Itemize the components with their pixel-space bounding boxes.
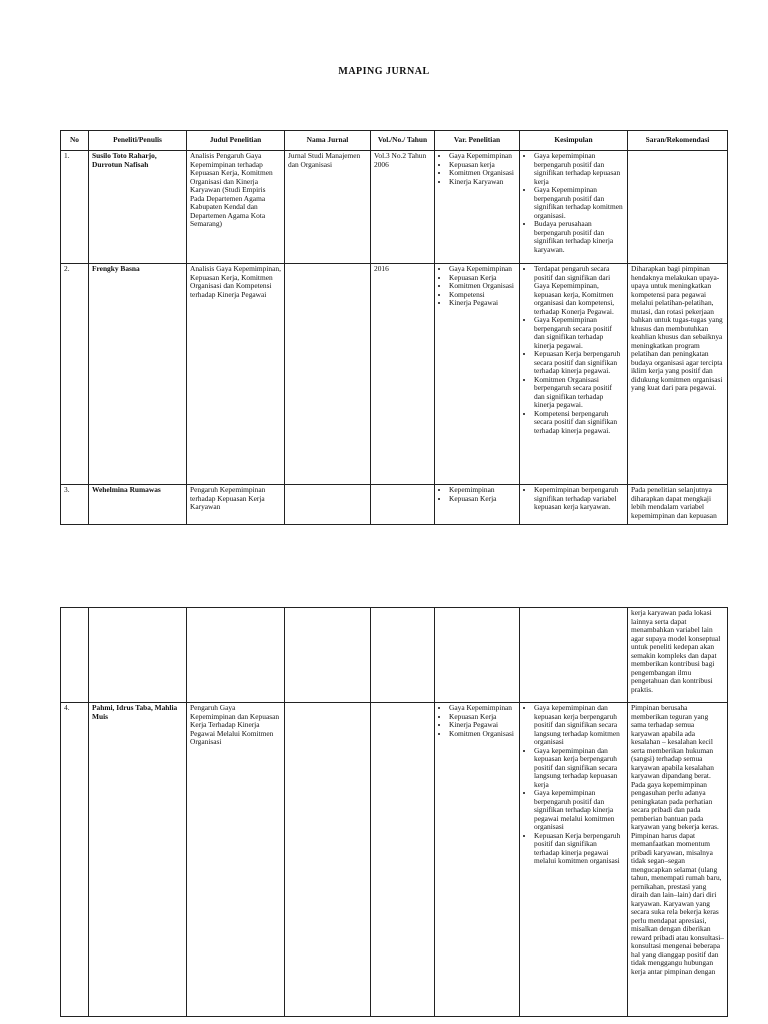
cell-var	[435, 151, 520, 264]
cell-penulis	[89, 608, 187, 703]
cell-penulis: Frengky Basna	[89, 264, 187, 485]
list-item: • Kepuasan Kerja	[449, 274, 516, 283]
cell-judul: Pengaruh Kepemimpinan terhadap Kepuasan Kerja Karyawan	[187, 485, 285, 525]
cell-no: 4.	[61, 703, 89, 1017]
cell-judul: Analisis Gaya Kepemimpinan, Kepuasan Kerja, Komitmen Organisasi dan Kompetensi terhadap Kinerja Pegawai	[187, 264, 285, 485]
list-item: • Komitmen Organisasi	[449, 169, 516, 178]
list-item: • Komitmen Organisasi	[449, 730, 516, 739]
table-row	[61, 703, 728, 1017]
cell-judul: Pengaruh Gaya Kepemimpinan dan Kepuasan Kerja Terhadap Kinerja Pegawai Melalui Komitmen Organisasi	[187, 703, 285, 1017]
list-item: • Kinerja Pegawai	[449, 299, 516, 308]
list-item: • Gaya kepemimpinan berpengaruh positif dan signifikan terhadap kepuasan kerja	[534, 152, 624, 186]
cell-kesimpulan	[520, 608, 628, 703]
cell-jurnal	[285, 703, 371, 1017]
list-item: • Kinerja Karyawan	[449, 178, 516, 187]
cell-no: 3.	[61, 485, 89, 525]
cell-jurnal	[285, 264, 371, 485]
cell-no: 1.	[61, 151, 89, 264]
cell-kesimpulan	[520, 264, 628, 485]
cell-penulis: Wehelmina Rumawas	[89, 485, 187, 525]
table-header-row	[61, 131, 728, 151]
cell-jurnal: Jurnal Studi Manajemen dan Organisasi	[285, 151, 371, 264]
list-item: • Kepuasan Kerja berpengaruh positif dan signifikan terhadap kinerja pegawai melalui komitmen organisasi	[534, 832, 624, 866]
header-var: Var. Penelitian	[435, 131, 520, 151]
list-item: • Gaya Kepemimpinan	[449, 704, 516, 713]
list-item: • Gaya Kepemimpinan berpengaruh secara positif dan signifikan terhadap kinerja pegawai.	[534, 316, 624, 350]
list-item: • Kepuasan kerja	[449, 161, 516, 170]
table-row	[61, 264, 728, 485]
list-item: • Terdapat pengaruh secara positif dan signifikan dari Gaya Kepemimpinan, kepuasan kerja, Komitmen organisasi dan kompetensi, terhadap Konerja Pegawai.	[534, 265, 624, 316]
list-item: • Kepuasan Kerja	[449, 713, 516, 722]
cell-var	[435, 485, 520, 525]
cell-vol: Vol.3 No.2 Tahun 2006	[371, 151, 435, 264]
list-item: • Komitmen Organisasi	[449, 282, 516, 291]
list-item: • Kepuasan Kerja berpengaruh secara positif dan signifikan terhadap kinerja pegawai.	[534, 350, 624, 376]
cell-vol	[371, 485, 435, 525]
cell-kesimpulan	[520, 485, 628, 525]
list-item: • Kepemimpinan berpengaruh signifikan terhadap variabel kepuasan kerja karyawan.	[534, 486, 624, 512]
cell-saran: Diharapkan bagi pimpinan hendaknya melakukan upaya-upaya untuk meningkatkan kompetensi para pegawai melalui pelatihan-pelatihan, mutasi, dan rotasi pekerjaan bahkan untuk tugas-tugas yang khusus dan membutuhkan keahlian khusus dan sebaiknya meningkatkan program pelatihan dan peningkatan budaya organisasi agar tercipta iklim kerja yang positif dan didukung komitmen organisasi yang kuat dari para pegawai.	[628, 264, 728, 485]
list-item: • Kepemimpinan	[449, 486, 516, 495]
cell-var	[435, 264, 520, 485]
list-item: • Kompetensi	[449, 291, 516, 300]
cell-penulis: Susilo Toto Raharjo, Durrotun Nafisah	[89, 151, 187, 264]
list-item: • Kompetensi berpengaruh secara positif dan signifikan terhadap kinerja pegawai.	[534, 410, 624, 436]
cell-kesimpulan	[520, 703, 628, 1017]
cell-saran: kerja karyawan pada lokasi lainnya serta dapat menambahkan variabel lain agar supaya model konseptual untuk peneliti kedepan akan semakin kompleks dan dapat memberikan kontribusi bagi pengembangan ilmu pengetahuan dan kontribusi praktis.	[628, 608, 728, 703]
list-item: • Gaya kepemimpinan dan kepuasan kerja berpengaruh positif dan signifikan secara langsung terhadap kepuasan kerja	[534, 747, 624, 790]
header-no: No	[61, 131, 89, 151]
table-row	[61, 151, 728, 264]
cell-saran: Pada penelitian selanjutnya diharapkan dapat mengkaji lebih mendalam variabel kepemimpinan dan kepuasan	[628, 485, 728, 525]
cell-jurnal	[285, 485, 371, 525]
header-jurnal: Nama Jurnal	[285, 131, 371, 151]
journal-mapping-table	[60, 130, 728, 525]
header-penulis: Peneliti/Penulis	[89, 131, 187, 151]
page-title: MAPING JURNAL	[338, 66, 430, 77]
list-item: • Gaya Kepemimpinan berpengaruh positif dan signifikan terhadap komitmen organisasi.	[534, 186, 624, 220]
cell-saran	[628, 151, 728, 264]
cell-vol	[371, 608, 435, 703]
cell-no	[61, 608, 89, 703]
table-row	[61, 608, 728, 703]
header-judul: Judul Penelitian	[187, 131, 285, 151]
list-item: • Kinerja Pegawai	[449, 721, 516, 730]
list-item: • Gaya kepemimpinan berpengaruh positif dan signifikan terhadap kinerja pegawai melalui komitmen organisasi	[534, 789, 624, 832]
cell-vol	[371, 703, 435, 1017]
list-item: • Gaya Kepemimpinan	[449, 152, 516, 161]
cell-judul: Analisis Pengaruh Gaya Kepemimpinan terhadap Kepuasan Kerja, Komitmen Organisasi dan Kinerja Karyawan (Studi Empiris Pada Departemen Agama Kabupaten Kendal dan Departemen Agama Kota Semarang)	[187, 151, 285, 264]
list-item: • Gaya kepemimpinan dan kepuasan kerja berpengaruh positif dan signifikan secara langsung terhadap komitmen organisasi	[534, 704, 624, 747]
journal-mapping-table-continued	[60, 607, 728, 1017]
cell-judul	[187, 608, 285, 703]
cell-var	[435, 608, 520, 703]
cell-kesimpulan	[520, 151, 628, 264]
list-item: • Budaya perusahaan berpengaruh positif dan signifikan terhadap kinerja karyawan.	[534, 220, 624, 254]
list-item: • Gaya Kepemimpinan	[449, 265, 516, 274]
cell-vol: 2016	[371, 264, 435, 485]
list-item: • Komitmen Organisasi berpengaruh secara positif dan signifikan terhadap kinerja pegawai.	[534, 376, 624, 410]
cell-saran: Pimpinan berusaha memberikan teguran yang sama terhadap semua karyawan apabila ada kesalahan – kesalahan kecil serta memberikan hukuman (sangsi) terhadap semua karyawan apabila kesalahan karyawan dipandang berat. Pada gaya kepemimpinan pengasuhan perlu adanya peningkatan pada perhatian secara pribadi dan pada pemberian bantuan pada karyawan yang bekerja keras. Pimpinan harus dapat memanfaatkan momentum pribadi karyawan, misalnya tidak segan–segan mengucapkan selamat (ulang tahun, menempati rumah baru, pernikahan, prestasi yang diraih dan lain–lain) dari diri karyawan. Karyawan yang secara suka rela bekerja keras perlu mendapat apresiasi, misalkan dengan diberikan reward pribadi atau konsultasi–konsultasi mengenai beberapa hal yang dianggap positif dan tidak menggangu hubungan kerja antar pimpinan dengan	[628, 703, 728, 1017]
table-row	[61, 485, 728, 525]
cell-var	[435, 703, 520, 1017]
cell-no: 2.	[61, 264, 89, 485]
cell-jurnal	[285, 608, 371, 703]
header-vol: Vol./No./ Tahun	[371, 131, 435, 151]
header-kesimpulan: Kesimpulan	[520, 131, 628, 151]
cell-penulis: Pahmi, Idrus Taba, Mahlia Muis	[89, 703, 187, 1017]
list-item: • Kepuasan Kerja	[449, 495, 516, 504]
header-saran: Saran/Rekomendasi	[628, 131, 728, 151]
